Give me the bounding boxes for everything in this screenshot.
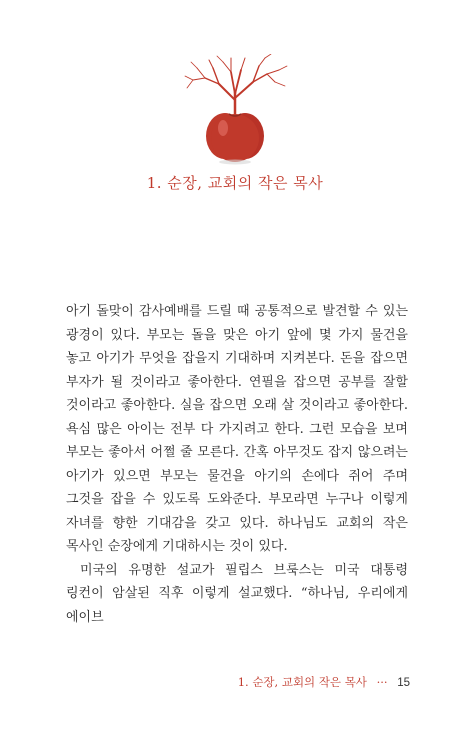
page-number: 15 (397, 677, 410, 689)
page-footer (238, 674, 410, 690)
paragraph-1: 아기 돌맞이 감사예배를 드릴 때 공통적으로 발견할 수 있는 광경이 있다. 부모는 돌을 맞은 아기 앞에 몇 가지 물건을 놓고 아기가 무엇을 잡을지 기대하며 지켜본다. 돈을 잡으면 부자가 될 것이라고 좋아한다. 연필을 잡으면 공부를 잘할 것이라고 좋아한다. 실을 잡으면 오래 살 것이라고 좋아한다. 욕심 많은 아이는 전부 다 가지려고 한다. 그런 모습을 보며 부모는 좋아서 어쩔 줄 모른다. 간혹 아무것도 잡지 않으려는 아기가 있으면 부모는 물건을 아기의 손에다 쥐어 주며 그것을 잡을 수 있도록 도와준다. 부모라면 누구나 이렇게 자녀를 향한 기대감을 갖고 있다. 하나님도 교회의 작은 목사인 순장에게 기대하시는 것이 있다. (66, 304, 408, 554)
body-text (66, 300, 408, 629)
footer-separator: ··· (376, 675, 388, 689)
chapter-title: 1. 순장, 교회의 작은 목사 (146, 174, 324, 192)
apple-tree-icon (175, 54, 295, 166)
running-title: 1. 순장, 교회의 작은 목사 (237, 675, 367, 689)
paragraph-2: 미국의 유명한 설교가 필립스 브룩스는 미국 대통령 링컨이 암살된 직후 이렇게 설교했다. “하나님, 우리에게 에이브 (66, 562, 408, 625)
